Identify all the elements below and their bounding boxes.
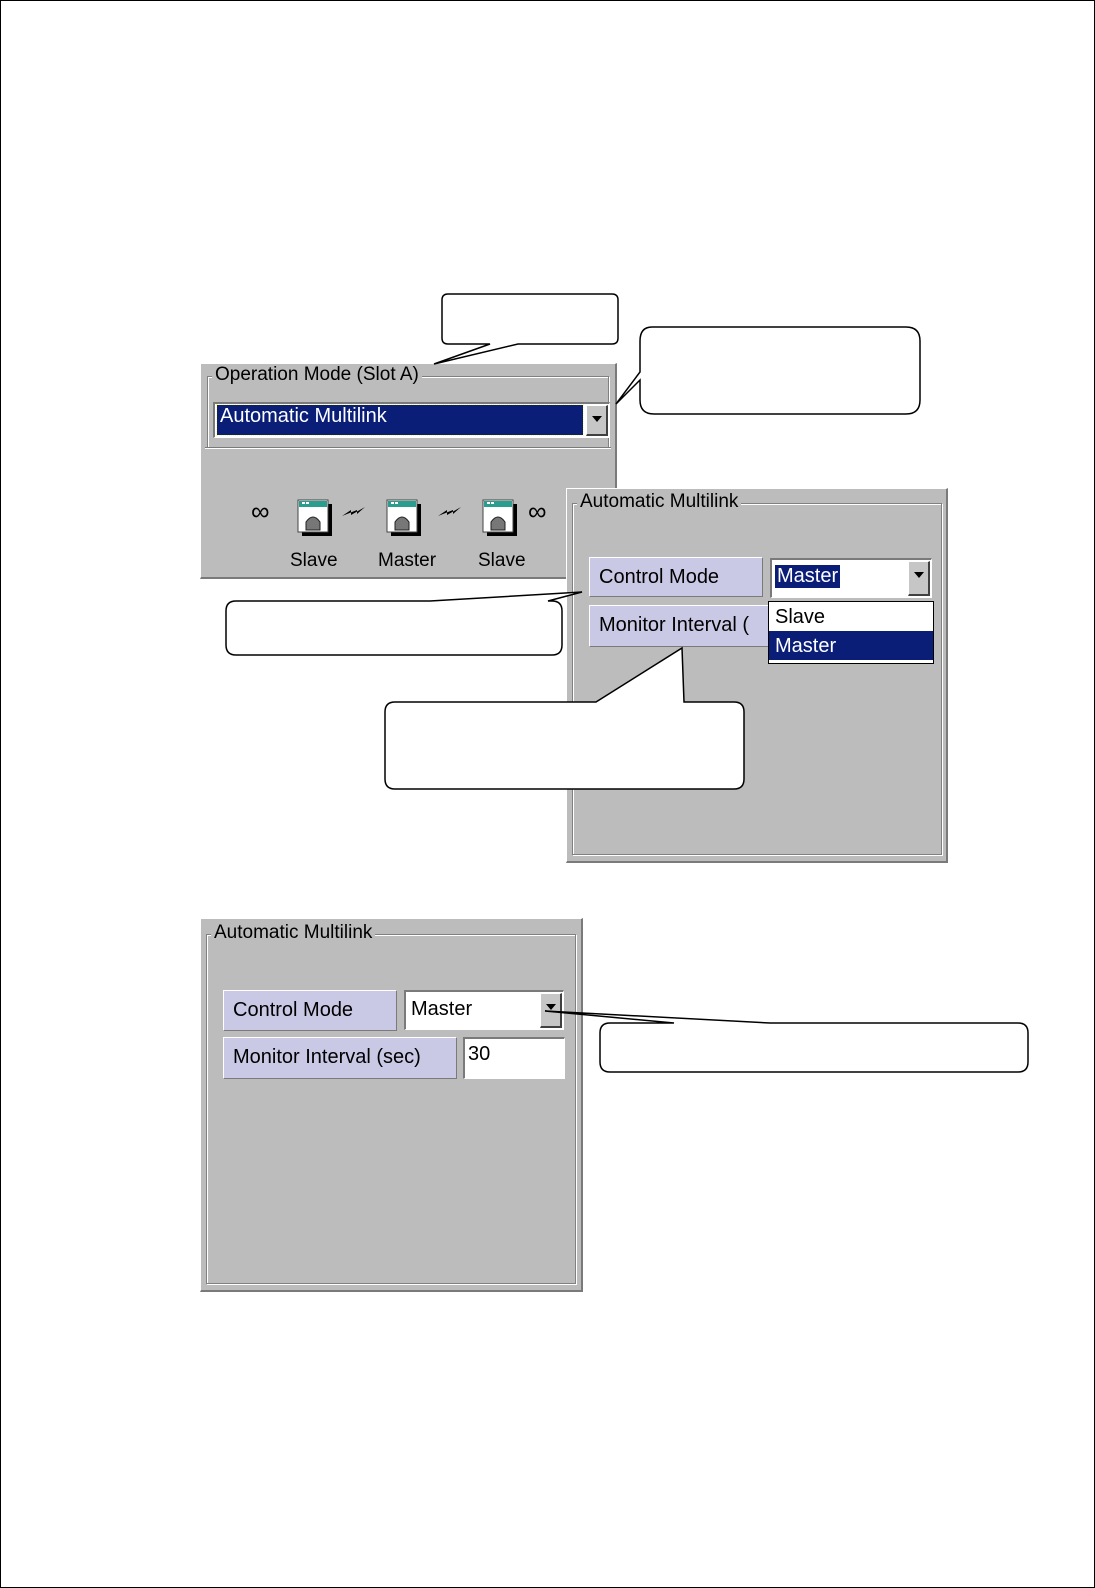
multilink-title: Automatic Multilink [211, 922, 375, 944]
dropdown-option-master[interactable]: Master [769, 631, 933, 660]
node-label-slave-left: Slave [290, 550, 338, 571]
node-label-slave-right: Slave [478, 550, 526, 571]
multilink-title: Automatic Multilink [577, 491, 741, 513]
monitor-interval-label: Monitor Interval ( [589, 605, 769, 647]
monitor-interval-input[interactable]: 30 [463, 1037, 565, 1079]
monitor-interval-label: Monitor Interval (sec) [223, 1037, 457, 1079]
operation-mode-title: Operation Mode (Slot A) [212, 364, 422, 386]
node-label-master: Master [378, 550, 437, 571]
dropdown-option-slave[interactable]: Slave [775, 606, 826, 628]
control-mode-label: Control Mode [589, 557, 763, 597]
control-mode-value: Master [777, 565, 839, 587]
control-mode-label: Control Mode [223, 990, 397, 1031]
infinity-icon: ∞ [251, 496, 270, 526]
infinity-icon: ∞ [528, 496, 547, 526]
control-mode-value: Master [411, 998, 473, 1020]
operation-mode-value: Automatic Multilink [217, 405, 583, 435]
